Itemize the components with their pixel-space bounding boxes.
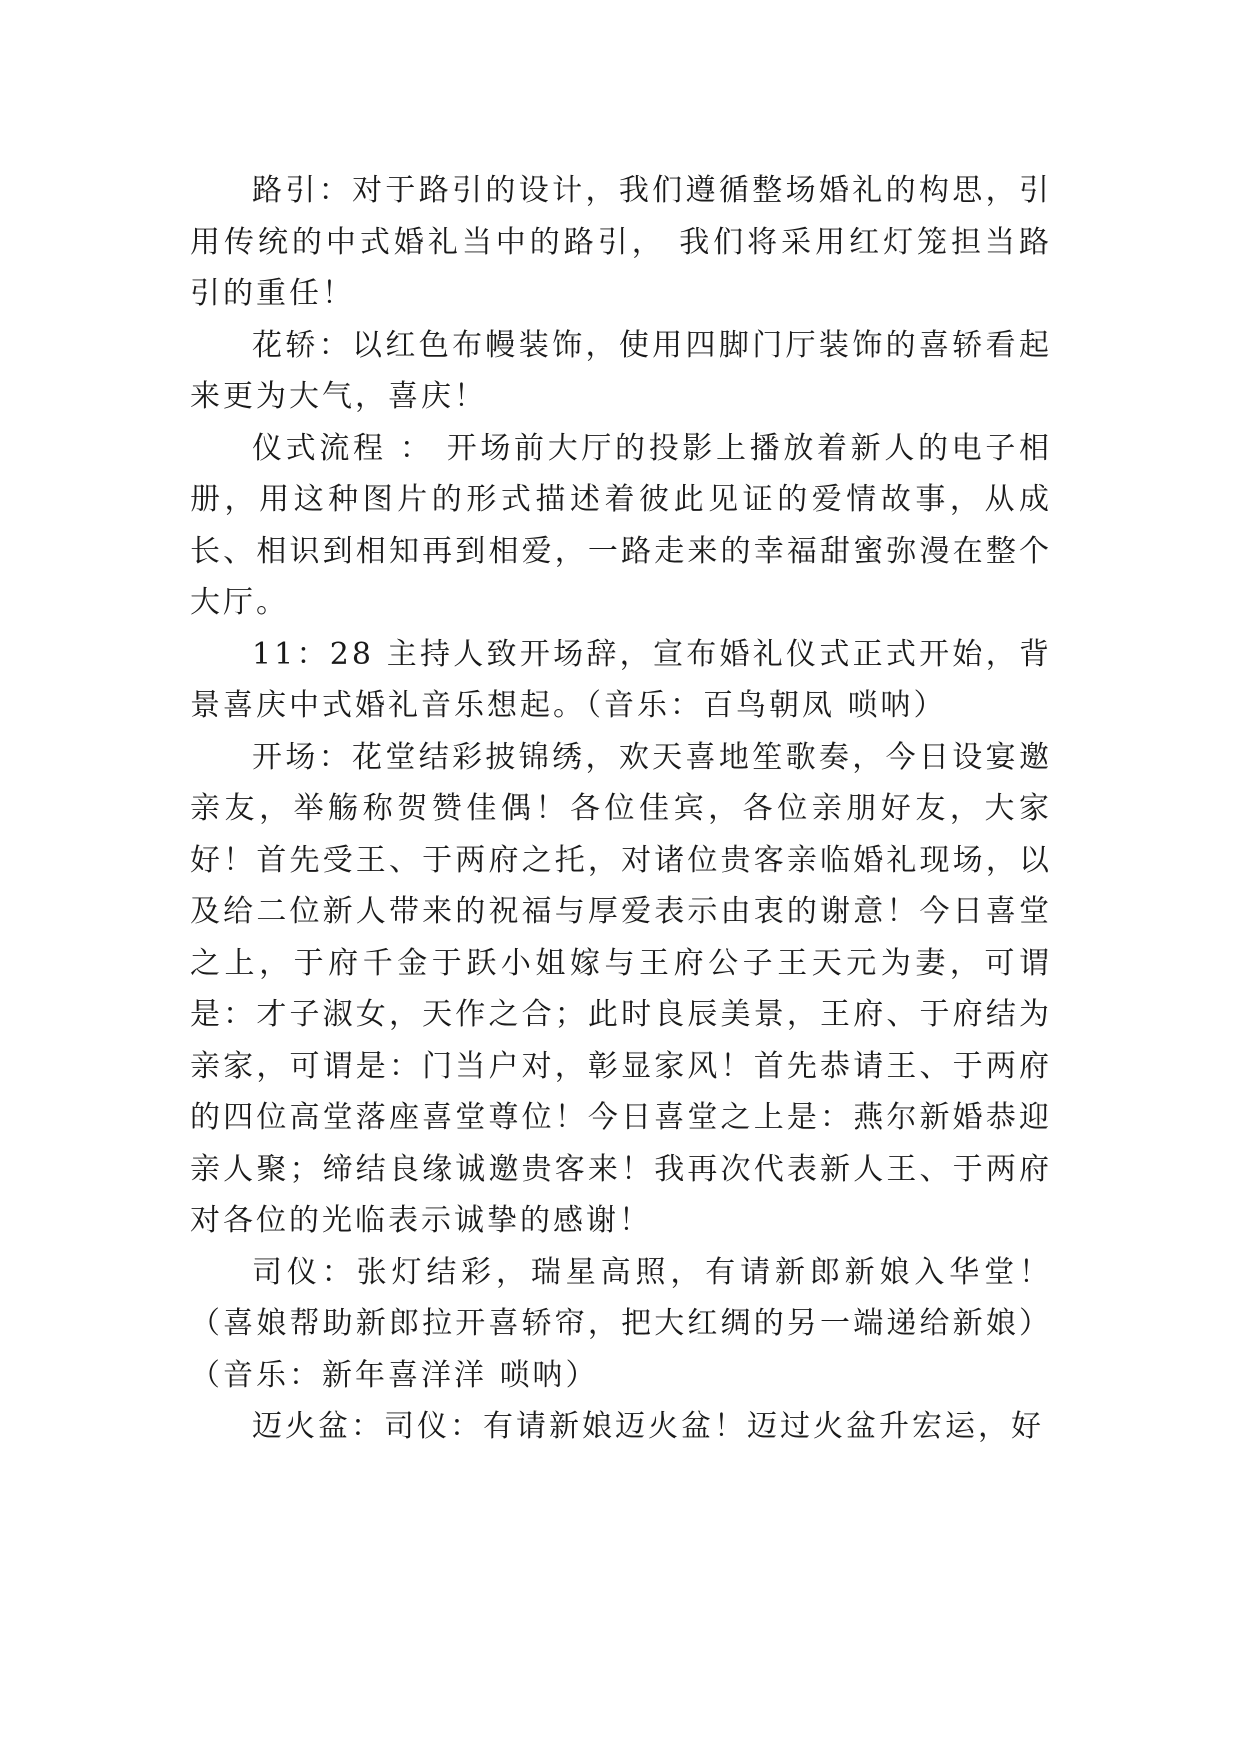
paragraph-opening-speech: 开场：花堂结彩披锦绣，欢天喜地笙歌奏，今日设宴邀亲友，举觞称贺赞佳偶！各位佳宾，各位亲朋好友，大家好！首先受王、于两府之托，对诸位贵客亲临婚礼现场，以及给二位新人带来的祝福与厚爱表示由衷的谢意！今日喜堂之上，于府千金于跃小姐嫁与王府公子王天元为妻，可谓是：才子淑女，天作之合；此时良辰美景，王府、于府结为亲家，可谓是：门当户对，彰显家风！首先恭请王、于两府的四位高堂落座喜堂尊位！今日喜堂之上是：燕尔新婚恭迎亲人聚；缔结良缘诚邀贵客来！我再次代表新人王、于两府对各位的光临表示诚挚的感谢！: [190, 739, 1052, 1238]
paragraph-fire-basin: 迈火盆：司仪：有请新娘迈火盆！迈过火盆升宏运，好: [252, 1409, 1044, 1444]
paragraph-lu-yin: 路引：对于路引的设计，我们遵循整场婚礼的构思，引用传统的中式婚礼当中的路引， 我们将采用红灯笼担当路引的重任！: [190, 173, 1052, 311]
paragraph-host-entrance: 司仪：张灯结彩，瑞星高照，有请新郎新娘入华堂！（喜娘帮助新郎拉开喜轿帘，把大红绸的另一端递给新娘）（音乐：新年喜洋洋 唢呐）: [190, 1254, 1052, 1393]
paragraph-hua-jiao: 花轿：以红色布幔装饰，使用四脚门厅装饰的喜轿看起来更为大气，喜庆！: [190, 327, 1052, 414]
document-body: [190, 165, 1052, 1453]
paragraph-opening-time: 11：28 主持人致开场辞，宣布婚礼仪式正式开始，背景喜庆中式婚礼音乐想起。（音乐：百鸟朝凤 唢呐）: [190, 636, 1052, 723]
paragraph-ceremony-flow: 仪式流程 ： 开场前大厅的投影上播放着新人的电子相册，用这种图片的形式描述着彼此见证的爱情故事，从成长、相识到相知再到相爱，一路走来的幸福甜蜜弥漫在整个大厅。: [190, 430, 1052, 620]
